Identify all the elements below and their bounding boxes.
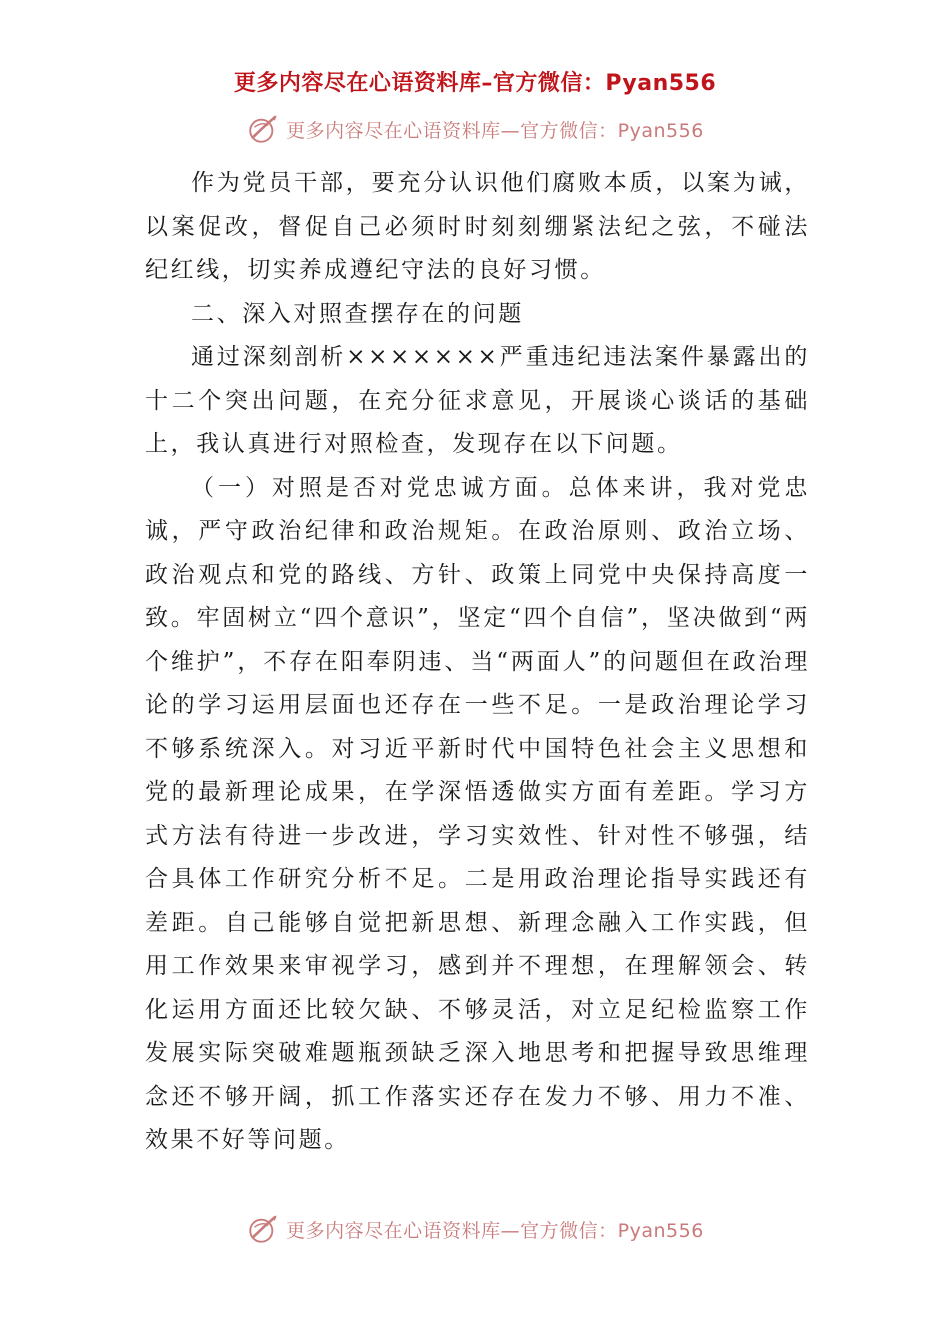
pen-logo-icon — [246, 112, 280, 146]
header-watermark-text: 更多内容尽在心语资料库—官方微信：Pyan556 — [286, 119, 704, 142]
top-banner: 更多内容尽在心语资料库–官方微信：Pyan556 — [233, 71, 717, 96]
document-body — [145, 162, 810, 1163]
pen-logo-icon — [246, 1212, 280, 1246]
paragraph-1: 作为党员干部，要充分认识他们腐败本质，以案为诫，以案促改，督促自己必须时时刻刻绷紧法纪之弦，不碰法纪红线，切实养成遵纪守法的良好习惯。 — [145, 170, 810, 283]
footer-watermark-text: 更多内容尽在心语资料库—官方微信：Pyan556 — [286, 1219, 704, 1242]
footer-watermark — [0, 1212, 950, 1246]
section-heading-2: 二、深入对照查摆存在的问题 — [191, 300, 524, 327]
paragraph-2: 通过深刻剖析×××××××严重违纪违法案件暴露出的十二个突出问题，在充分征求意见，开展谈心谈话的基础上，我认真进行对照检查，发现存在以下问题。 — [145, 344, 810, 457]
paragraph-3: （一）对照是否对党忠诚方面。总体来讲，我对党忠诚，严守政治纪律和政治规矩。在政治原则、政治立场、政治观点和党的路线、方针、政策上同党中央保持高度一致。牢固树立“四个意识”，坚定“四个自信”，坚决做到“两个维护”，不存在阳奉阴违、当“两面人”的问题但在政治理论的学习运用层面也还存在一些不足。一是政治理论学习不够系统深入。对习近平新时代中国特色社会主义思想和党的最新理论成果，在学深悟透做实方面有差距。学习方式方法有待进一步改进，学习实效性、针对性不够强，结合具体工作研究分析不足。二是用政治理论指导实践还有差距。自己能够自觉把新思想、新理念融入工作实践，但用工作效果来审视学习，感到并不理想，在理解领会、转化运用方面还比较欠缺、不够灵活，对立足纪检监察工作发展实际突破难题瓶颈缺乏深入地思考和把握导致思维理念还不够开阔，抓工作落实还存在发力不够、用力不准、效果不好等问题。 — [145, 474, 810, 1153]
header-watermark — [0, 112, 950, 146]
